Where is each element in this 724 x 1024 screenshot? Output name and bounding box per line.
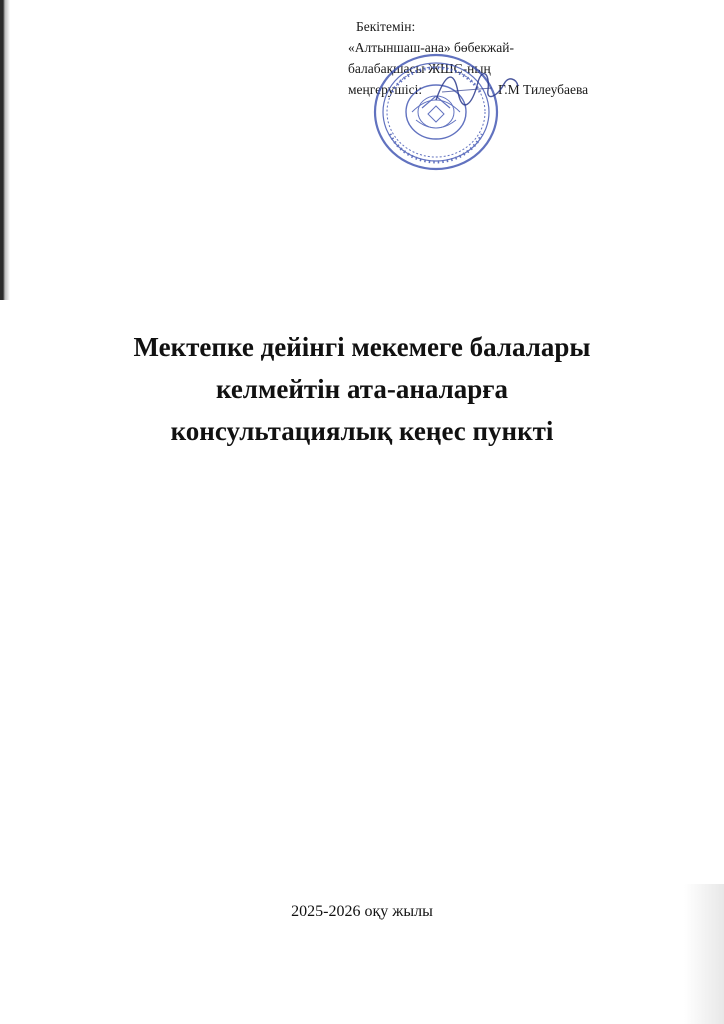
- title-line-1: Мектепке дейінгі мекемеге балалары: [133, 332, 591, 362]
- title-line-2: келмейтін ата-аналарға: [215, 374, 509, 404]
- approval-heading: Бекітемін:: [356, 19, 416, 34]
- academic-year: 2025-2026 оқу жылы: [291, 903, 433, 920]
- scan-shadow-left: [0, 0, 10, 300]
- handwritten-signature: [432, 62, 522, 112]
- document-title: [40, 326, 684, 452]
- approval-organization-type: балабақшасы ЖШС-ның: [348, 61, 491, 76]
- approval-position: меңгерушісі:: [348, 82, 423, 97]
- approval-signer-name: Г.М Тилеубаева: [498, 82, 589, 97]
- approval-organization: «Алтыншаш-ана» бөбекжай-: [348, 40, 514, 55]
- title-line-3: консультациялық кеңес пункті: [170, 416, 554, 446]
